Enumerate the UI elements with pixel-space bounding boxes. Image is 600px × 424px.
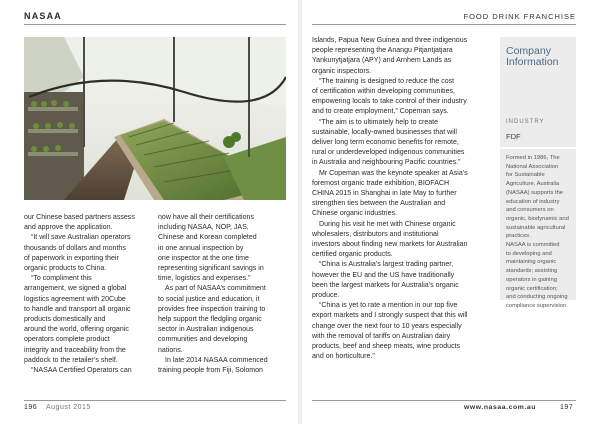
paragraph: our Chinese based partners assess and approve the application. bbox=[24, 214, 135, 232]
paragraph: now have all their certifications including NASAA, NOP, JAS, Chinese and Korean completed in one annual inspection by one inspector at the one time representing significant savings in time, logistics and expenses.” bbox=[158, 214, 264, 283]
header-section: FOOD DRINK FRANCHISE bbox=[463, 12, 576, 21]
article-column-3 bbox=[312, 36, 490, 363]
company-info-sidebar bbox=[500, 37, 576, 309]
greenhouse-photo bbox=[24, 37, 286, 200]
paragraph: Islands, Papua New Guinea and three indigenous people representing the Anangu Pitjantjatjara Yankunytjatjara (APY) and Arnhem Lands as organic inspectors. bbox=[312, 37, 468, 75]
footer-rule-left bbox=[24, 400, 286, 401]
paragraph: In late 2014 NASAA commenced training people from Fiji, Solomon bbox=[158, 356, 268, 375]
sidebar-title: Company Information bbox=[506, 45, 559, 68]
paragraph: “The training is designed to reduce the cost of certification within developing communities, empowering locals to take control of their industry and to create employment,” Copeman says. bbox=[312, 77, 467, 116]
header-rule-left bbox=[24, 24, 286, 25]
page-gutter bbox=[298, 0, 302, 424]
issue-date: August 2015 bbox=[46, 404, 91, 411]
paragraph: “NASAA Certified Operators can bbox=[31, 367, 132, 375]
article-column-2 bbox=[158, 213, 286, 376]
footer-rule-right bbox=[312, 400, 576, 401]
page-number-right: 197 bbox=[560, 404, 574, 411]
paragraph: “China is yet to rate a mention in our top five export markets and I strongly suspect that this will change over the next four to 10 years especially with the removal of tariffs on Australian dairy products, beef and sheep meats, wine products and on horticulture.” bbox=[312, 302, 468, 361]
paragraph: “It will save Australian operators thousands of dollars and months of paperwork in exporting their organic products to China. bbox=[24, 234, 131, 273]
sidebar-divider bbox=[500, 147, 576, 149]
paragraph: “China is Australia’s largest trading partner, however the EU and the US have traditionally been the largest markets for Australia’s organic produce. bbox=[312, 261, 459, 300]
industry-value: FDF bbox=[506, 132, 521, 141]
paragraph: “To compliment this arrangement, we signed a global logistics agreement with 20Cube to handle and transport all organic products domestically and around the world, offering organic operators complete product integrity and traceability from the paddock to the retailer’s shelf. bbox=[24, 275, 131, 364]
header-brand: NASAA bbox=[24, 11, 63, 21]
article-column-1 bbox=[24, 213, 152, 376]
page-number-left: 196 bbox=[24, 404, 38, 411]
paragraph: As part of NASAA’s commitment to social justice and education, it provides free inspection training to help support the fledgling organic sector in Australian indigenous communities and developing nations. bbox=[158, 285, 266, 354]
header-rule-right bbox=[312, 24, 576, 25]
paragraph: “The aim is to ultimately help to create sustainable, locally-owned businesses that will deliver long term economic benefits for remote, rural or underdeveloped indigenous communities in Australia and neighbouring Pacific countries.” bbox=[312, 118, 465, 167]
paragraph: Mr Copeman was the keynote speaker at Asia’s foremost organic trade exhibition, BIOFACH CHINA 2015 in Shanghai in late May to further strengthen ties between the Australian and Chinese organic industries. bbox=[312, 169, 468, 218]
paragraph: During his visit he met with Chinese organic wholesalers, distributors and institutional investors about finding new markets for Australian certified organic products. bbox=[312, 220, 468, 259]
industry-label: INDUSTRY bbox=[506, 119, 545, 125]
website-url: www.nasaa.com.au bbox=[464, 404, 537, 411]
sidebar-body: Formed in 1986, The National Association for Sustainable Agriculture, Australia (NASAA) supports the education of industry and consumers on organic, biodynamic and sustainable agricultural practices. NASAA is committed to developing and maintaining organic standards; assisting operators in gaining organic certification; and conducting ongoing compliance supervision. bbox=[506, 155, 569, 309]
